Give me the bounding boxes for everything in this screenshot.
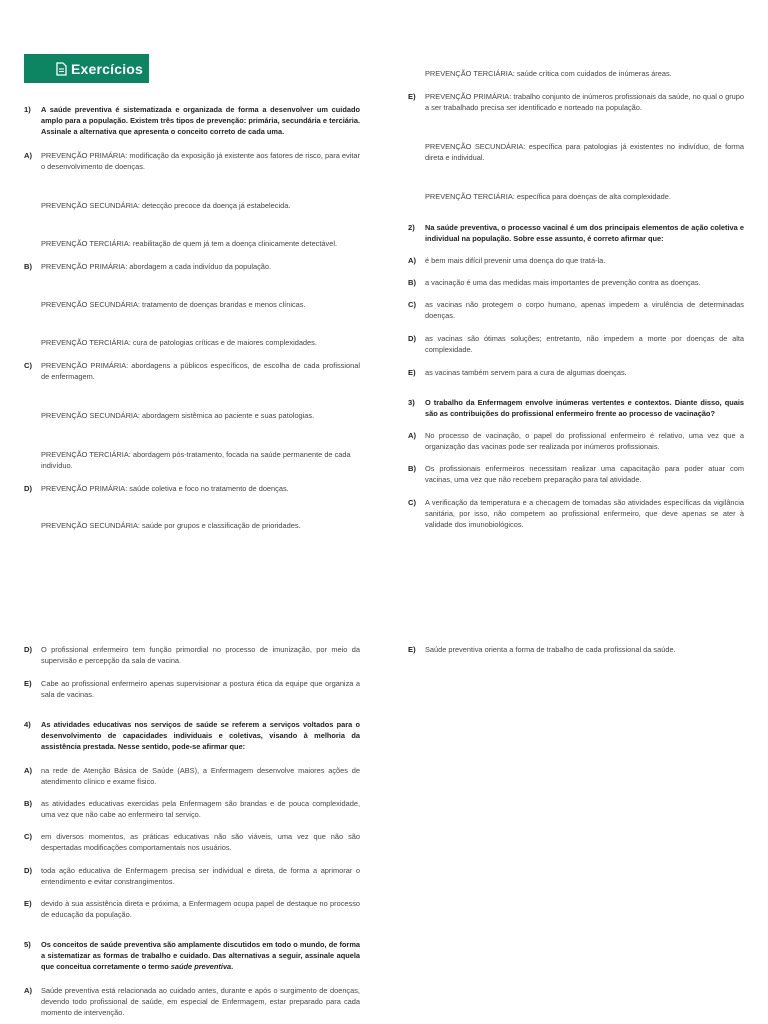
option-text: PREVENÇÃO PRIMÁRIA: saúde coletiva e foco no tratamento de doenças. [41, 484, 289, 493]
option-text: Saúde preventiva está relacionada ao cuidado antes, durante e após o surgimento de doenças, devendo todo profissional de saúde, em especial de Enfermagem, estar preparado para cada momento de intervenção. [41, 986, 360, 1017]
option-letter: A) [24, 766, 33, 775]
option-letter: D) [408, 334, 417, 343]
option-letter: B) [24, 799, 33, 808]
option-letter: E) [408, 368, 416, 377]
section-title: Exercícios [71, 60, 144, 77]
option-text: devido à sua assistência direta e próxima, a Enfermagem ocupa papel de destaque no processo de educação da população. [41, 899, 360, 919]
option-text: as atividades educativas exercidas pela Enfermagem são brandas e de pouca complexidade, uma vez que não cabe ao enfermeiro tal serviço. [41, 799, 360, 819]
option-text: PREVENÇÃO SECUNDÁRIA: detecção precoce da doença já estabelecida. [41, 201, 291, 210]
option-letter: E) [24, 679, 32, 688]
option-text: PREVENÇÃO TERCIÁRIA: específica para doenças de alta complexidade. [425, 192, 671, 201]
option-letter: D) [24, 645, 33, 654]
option-letter: D) [24, 484, 33, 493]
option-text: as vacinas são ótimas soluções; entretanto, não impedem a morte por doenças de alta complexidade. [425, 334, 744, 354]
option-text: A verificação da temperatura e a checagem de tomadas são atividades específicas da vigilância sanitária, por isso, não competem ao profissional enfermeiro, que deve apenas se ater à validade dos imunobiológicos. [425, 498, 744, 529]
option-text: PREVENÇÃO TERCIÁRIA: saúde crítica com cuidados de inúmeras áreas. [425, 69, 672, 78]
option-text: PREVENÇÃO TERCIÁRIA: reabilitação de quem já tem a doença clinicamente detectável. [41, 239, 338, 248]
option-letter: A) [408, 431, 417, 440]
option-text: PREVENÇÃO SECUNDÁRIA: saúde por grupos e classificação de prioridades. [41, 521, 301, 530]
option-text: é bem mais difícil prevenir uma doença do que tratá-la. [425, 256, 606, 265]
option-text: toda ação educativa de Enfermagem precisa ser individual e direta, de forma a aprimorar o entendimento e evitar constrangimentos. [41, 866, 360, 886]
option-letter: E) [408, 645, 416, 654]
option-text: Saúde preventiva orienta a forma de trabalho de cada profissional da saúde. [425, 645, 676, 654]
option-letter: B) [408, 278, 417, 287]
question-number: 2) [408, 223, 415, 232]
option-letter: D) [24, 866, 33, 875]
option-text: PREVENÇÃO TERCIÁRIA: abordagem pós-tratamento, focada na saúde permanente de cada indivíduo. [41, 450, 351, 470]
question-number: 5) [24, 940, 31, 949]
option-letter: A) [408, 256, 417, 265]
option-text: No processo de vacinação, o papel do profissional enfermeiro é relativo, uma vez que a organização das vacinas pode ser realizada por inúmeros profissionais. [425, 431, 744, 451]
option-text: O profissional enfermeiro tem função primordial no processo de imunização, por meio da supervisão e percepção da sala de vacina. [41, 645, 360, 665]
option-text: PREVENÇÃO PRIMÁRIA: abordagem a cada indivíduo da população. [41, 262, 272, 271]
option-text: PREVENÇÃO PRIMÁRIA: modificação da exposição já existente aos fatores de risco, para evitar o desenvolvimento de doenças. [41, 151, 360, 171]
option-letter: C) [408, 498, 417, 507]
question-number: 3) [408, 398, 415, 407]
question-text: Na saúde preventiva, o processo vacinal é um dos principais elementos de ação coletiva e individual na população. Sobre esse assunto, é correto afirmar que: [425, 223, 744, 243]
question-text: O trabalho da Enfermagem envolve inúmeras vertentes e contextos. Diante disso, quais são as contribuições do profissional enfermeiro frente ao processo de vacinação? [425, 398, 744, 418]
option-text: Cabe ao profissional enfermeiro apenas supervisionar a postura ética da equipe que organiza a sala de vacinas. [41, 679, 360, 699]
question-text-end: . [231, 962, 234, 971]
option-letter: E) [24, 899, 32, 908]
option-letter: C) [24, 832, 33, 841]
option-text: PREVENÇÃO PRIMÁRIA: trabalho conjunto de inúmeros profissionais da saúde, no qual o grupo a ser trabalhado precisa ser identificado e norteado na população. [425, 92, 744, 112]
option-text: a vacinação é uma das medidas mais importantes de prevenção contra as doenças. [425, 278, 701, 287]
option-text: PREVENÇÃO PRIMÁRIA: abordagens a públicos específicos, de escolha de cada profissional de enfermagem. [41, 361, 360, 381]
document-icon [56, 62, 67, 76]
option-text: PREVENÇÃO SECUNDÁRIA: abordagem sistêmica ao paciente e suas patologias. [41, 411, 315, 420]
option-text: na rede de Atenção Básica de Saúde (ABS), a Enfermagem desenvolve maiores ações de atendimento clínico e exame físico. [41, 766, 360, 786]
question-text: A saúde preventiva é sistematizada e organizada de forma a desenvolver um cuidado amplo para a população. Existem três tipos de prevenção: primária, secundária e terciária. Assinale a alternativa que apresenta o conceito correto de cada uma. [41, 105, 360, 136]
question-text-italic: saúde preventiva [170, 962, 232, 971]
option-letter: C) [24, 361, 33, 370]
option-text: PREVENÇÃO SECUNDÁRIA: específica para patologias já existentes no indivíduo, de forma direta e individual. [425, 142, 744, 162]
option-letter: E) [408, 92, 416, 101]
section-header [24, 54, 149, 83]
option-text: Os profissionais enfermeiros necessitam realizar uma capacitação para poder atuar com vacinas, uma vez que não recebem preparação para tal atividade. [425, 464, 744, 484]
option-letter: B) [408, 464, 417, 473]
option-letter: B) [24, 262, 33, 271]
question-number: 4) [24, 720, 31, 729]
option-letter: C) [408, 300, 417, 309]
question-text-main: Os conceitos de saúde preventiva são amplamente discutidos em todo o mundo, de forma a sistematizar as formas de trabalho e cuidado. Das alternativas a seguir, assinale aquela que conceitua corretamente o termo [41, 940, 360, 971]
option-text: as vacinas também servem para a cura de algumas doenças. [425, 368, 627, 377]
question-text: As atividades educativas nos serviços de saúde se referem a serviços voltados para o desenvolvimento de capacidades individuais e coletivas, visando à melhoria da assistência prestada. Nesse sentido, pode-se afirmar que: [41, 720, 360, 751]
option-text: as vacinas não protegem o corpo humano, apenas impedem a virulência de determinadas doenças. [425, 300, 744, 320]
question-text [41, 939, 360, 972]
option-text: em diversos momentos, as práticas educativas não são viáveis, uma vez que não são despertadas modificações comportamentais nos usuários. [41, 832, 360, 852]
question-number: 1) [24, 105, 31, 114]
option-text: PREVENÇÃO TERCIÁRIA: cura de patologias críticas e de maiores complexidades. [41, 338, 317, 347]
option-letter: A) [24, 986, 33, 995]
option-text: PREVENÇÃO SECUNDÁRIA: tratamento de doenças brandas e menos clínicas. [41, 300, 306, 309]
option-letter: A) [24, 151, 33, 160]
